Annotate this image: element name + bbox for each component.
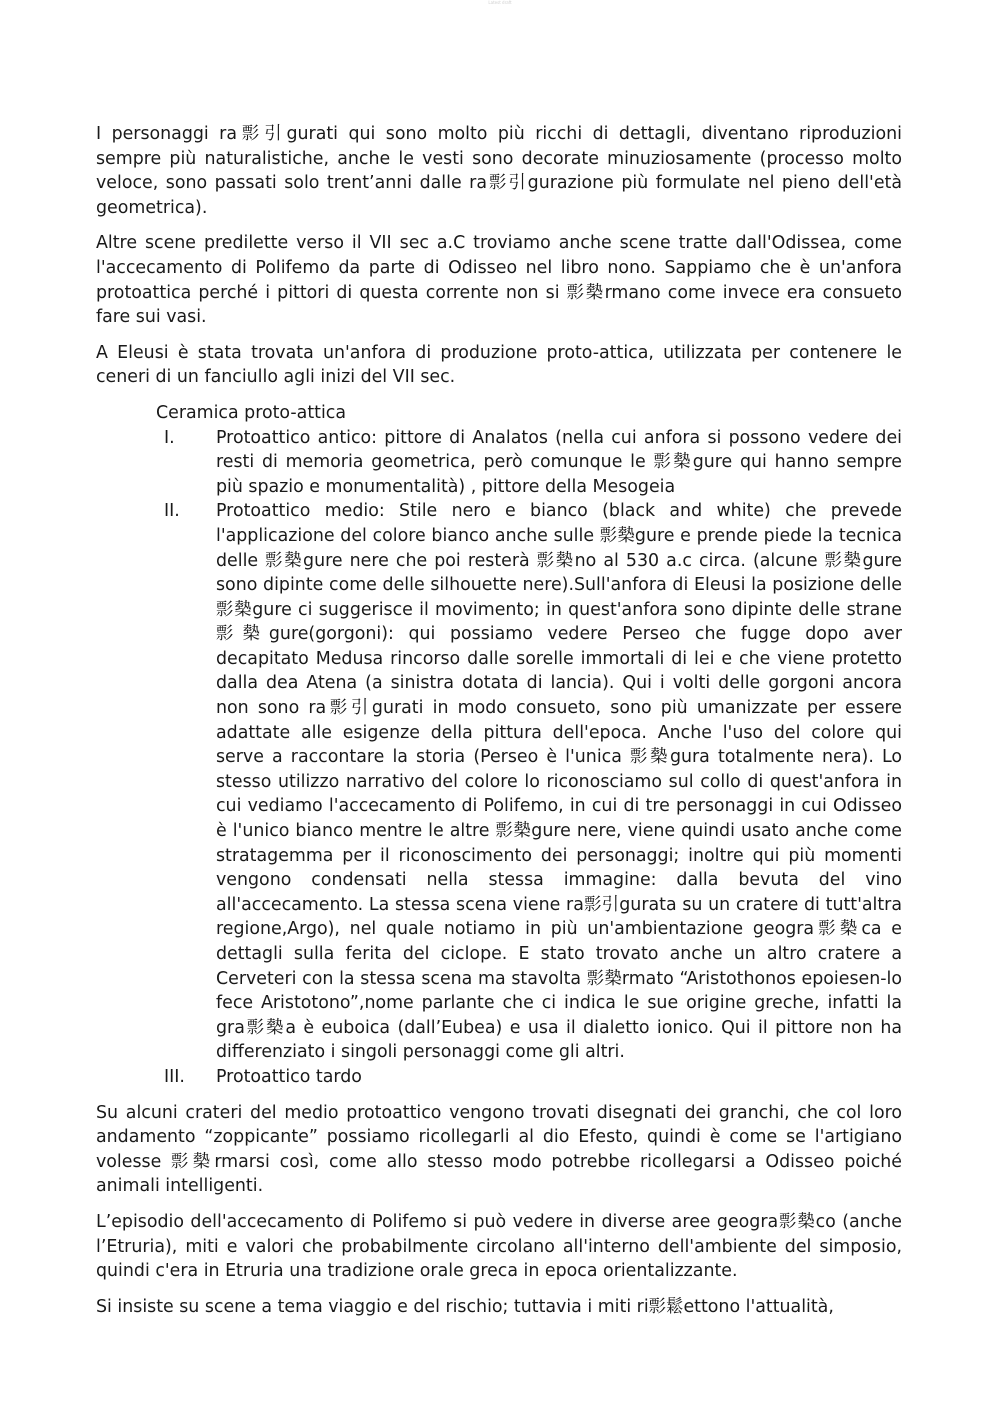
paragraph-personaggi: I personaggi ra彯引gurati qui sono molto più ricchi di dettagli, diventano riproduzioni sempre più naturalistiche, anche le vesti sono decorate minuziosamente (processo molto veloce, sono passati solo trent’anni dalle ra彯引gurazione più formulate nel pieno dell'età geometrica). bbox=[96, 124, 902, 218]
list-item-protoattico-tardo bbox=[156, 1065, 902, 1090]
list-item-text: Protoattico medio: Stile nero e bianco (black and white) che prevede l'applicazione del colore bianco anche sulle 彯槷gure e prende piede la tecnica delle 彯槷gure nere che poi resterà 彯槷no al 530 a.c circa. (alcune 彯槷gure sono dipinte come delle silhouette nere).Sull'anfora di Eleusi la posizione delle 彯槷gure ci suggerisce il movimento; in quest'anfora sono dipinte delle strane 彯槷gure(gorgoni): qui possiamo vedere Perseo che fugge dopo aver decapitato Medusa rincorso dalle sorelle immortali di lei e che viene protetto dalla dea Atena (a sinistra dotata di lancia). Qui i volti delle gorgoni ancora non sono ra彯引gurati in modo consueto, sono più umanizzate per essere adattate alle esigenze della pittura dell'epoca. Anche l'uso del colore qui serve a raccontare la storia (Perseo è l'unica 彯槷gura totalmente nera). Lo stesso utilizzo narrativo del colore lo riconosciamo sul collo di quest'anfora in cui vediamo l'accecamento di Polifemo, in cui di tre personaggi in cui Odisseo è l'unico bianco mentre le altre 彯槷gure nere, viene quindi usato anche come stratagemma per il riconoscimento dei personaggi; inoltre qui più momenti vengono condensati nella stessa immagine: dalla bevuta del vino all'accecamento. La stessa scena viene ra彯引gurata su un cratere di tutt'altra regione,Argo), nel quale notiamo in più un'ambientazione geogra彯槷ca e dettagli sulla ferita del ciclope. E stato trovato anche un altro cratere a Cerveteri con la stessa scena ma stavolta 彯槷rmato “Aristothonos epoiesen-lo fece Aristotono”,nome parlante che ci indica le sue origine greche, infatti la gra彯槷a è euboica (dall’Eubea) e usa il dialetto ionico. Qui il pittore non ha differenziato i singoli personaggi come gli altri. bbox=[216, 501, 902, 1063]
list-item-number: III. bbox=[164, 1066, 185, 1087]
paragraph-odissea: Altre scene predilette verso il VII sec a.C troviamo anche scene tratte dall'Odissea, come l'accecamento di Polifemo da parte di Odisseo nel libro nono. Sappiamo che è un'anfora protoattica perché i pittori di questa corrente non si 彯槷rmano come invece era consueto fare sui vasi. bbox=[96, 233, 902, 328]
paragraph-eleusi: A Eleusi è stata trovata un'anfora di produzione proto-attica, utilizzata per contenere le ceneri di un fanciullo agli inizi del VII sec. bbox=[96, 342, 902, 388]
list-item-number: I. bbox=[164, 427, 175, 448]
paragraph-granchi: Su alcuni crateri del medio protoattico vengono trovati disegnati dei granchi, che col loro andamento “zoppicante” possiamo ricollegarli al dio Efesto, quindi è come se l'artigiano volesse 彯槷rmarsi così, come allo stesso modo potrebbe ricollegarsi a Odisseo poiché animali intelligenti. bbox=[96, 1102, 902, 1197]
list-item-number: II. bbox=[164, 501, 180, 522]
ceramica-section bbox=[156, 401, 902, 1090]
paragraph-polifemo-etruria: L’episodio dell'accecamento di Polifemo si può vedere in diverse aree geogra彯槷co (anche l’Etruria), miti e valori che probabilmente circolano all'interno dell'ambiente del simposio, quindi c'era in Etruria una tradizione orale greca in epoca orientalizzante. bbox=[96, 1211, 902, 1282]
paragraph-viaggio: Si insiste su scene a tema viaggio e del rischio; tuttavia i miti ri彯鬆ettono l'attualità, bbox=[96, 1296, 834, 1317]
document-body bbox=[96, 122, 902, 1319]
list-item-protoattico-medio bbox=[156, 499, 902, 1065]
ceramica-heading: Ceramica proto-attica bbox=[156, 402, 347, 423]
list-item-protoattico-antico bbox=[156, 426, 902, 500]
header-mark: Latest draft bbox=[488, 0, 512, 5]
list-item-text: Protoattico antico: pittore di Analatos (nella cui anfora si possono vedere dei resti di memoria geometrica, però comunque le 彯槷gure qui hanno sempre più spazio e monumentalità) , pittore della Mesogeia bbox=[216, 427, 902, 497]
list-item-text: Protoattico tardo bbox=[216, 1066, 362, 1087]
